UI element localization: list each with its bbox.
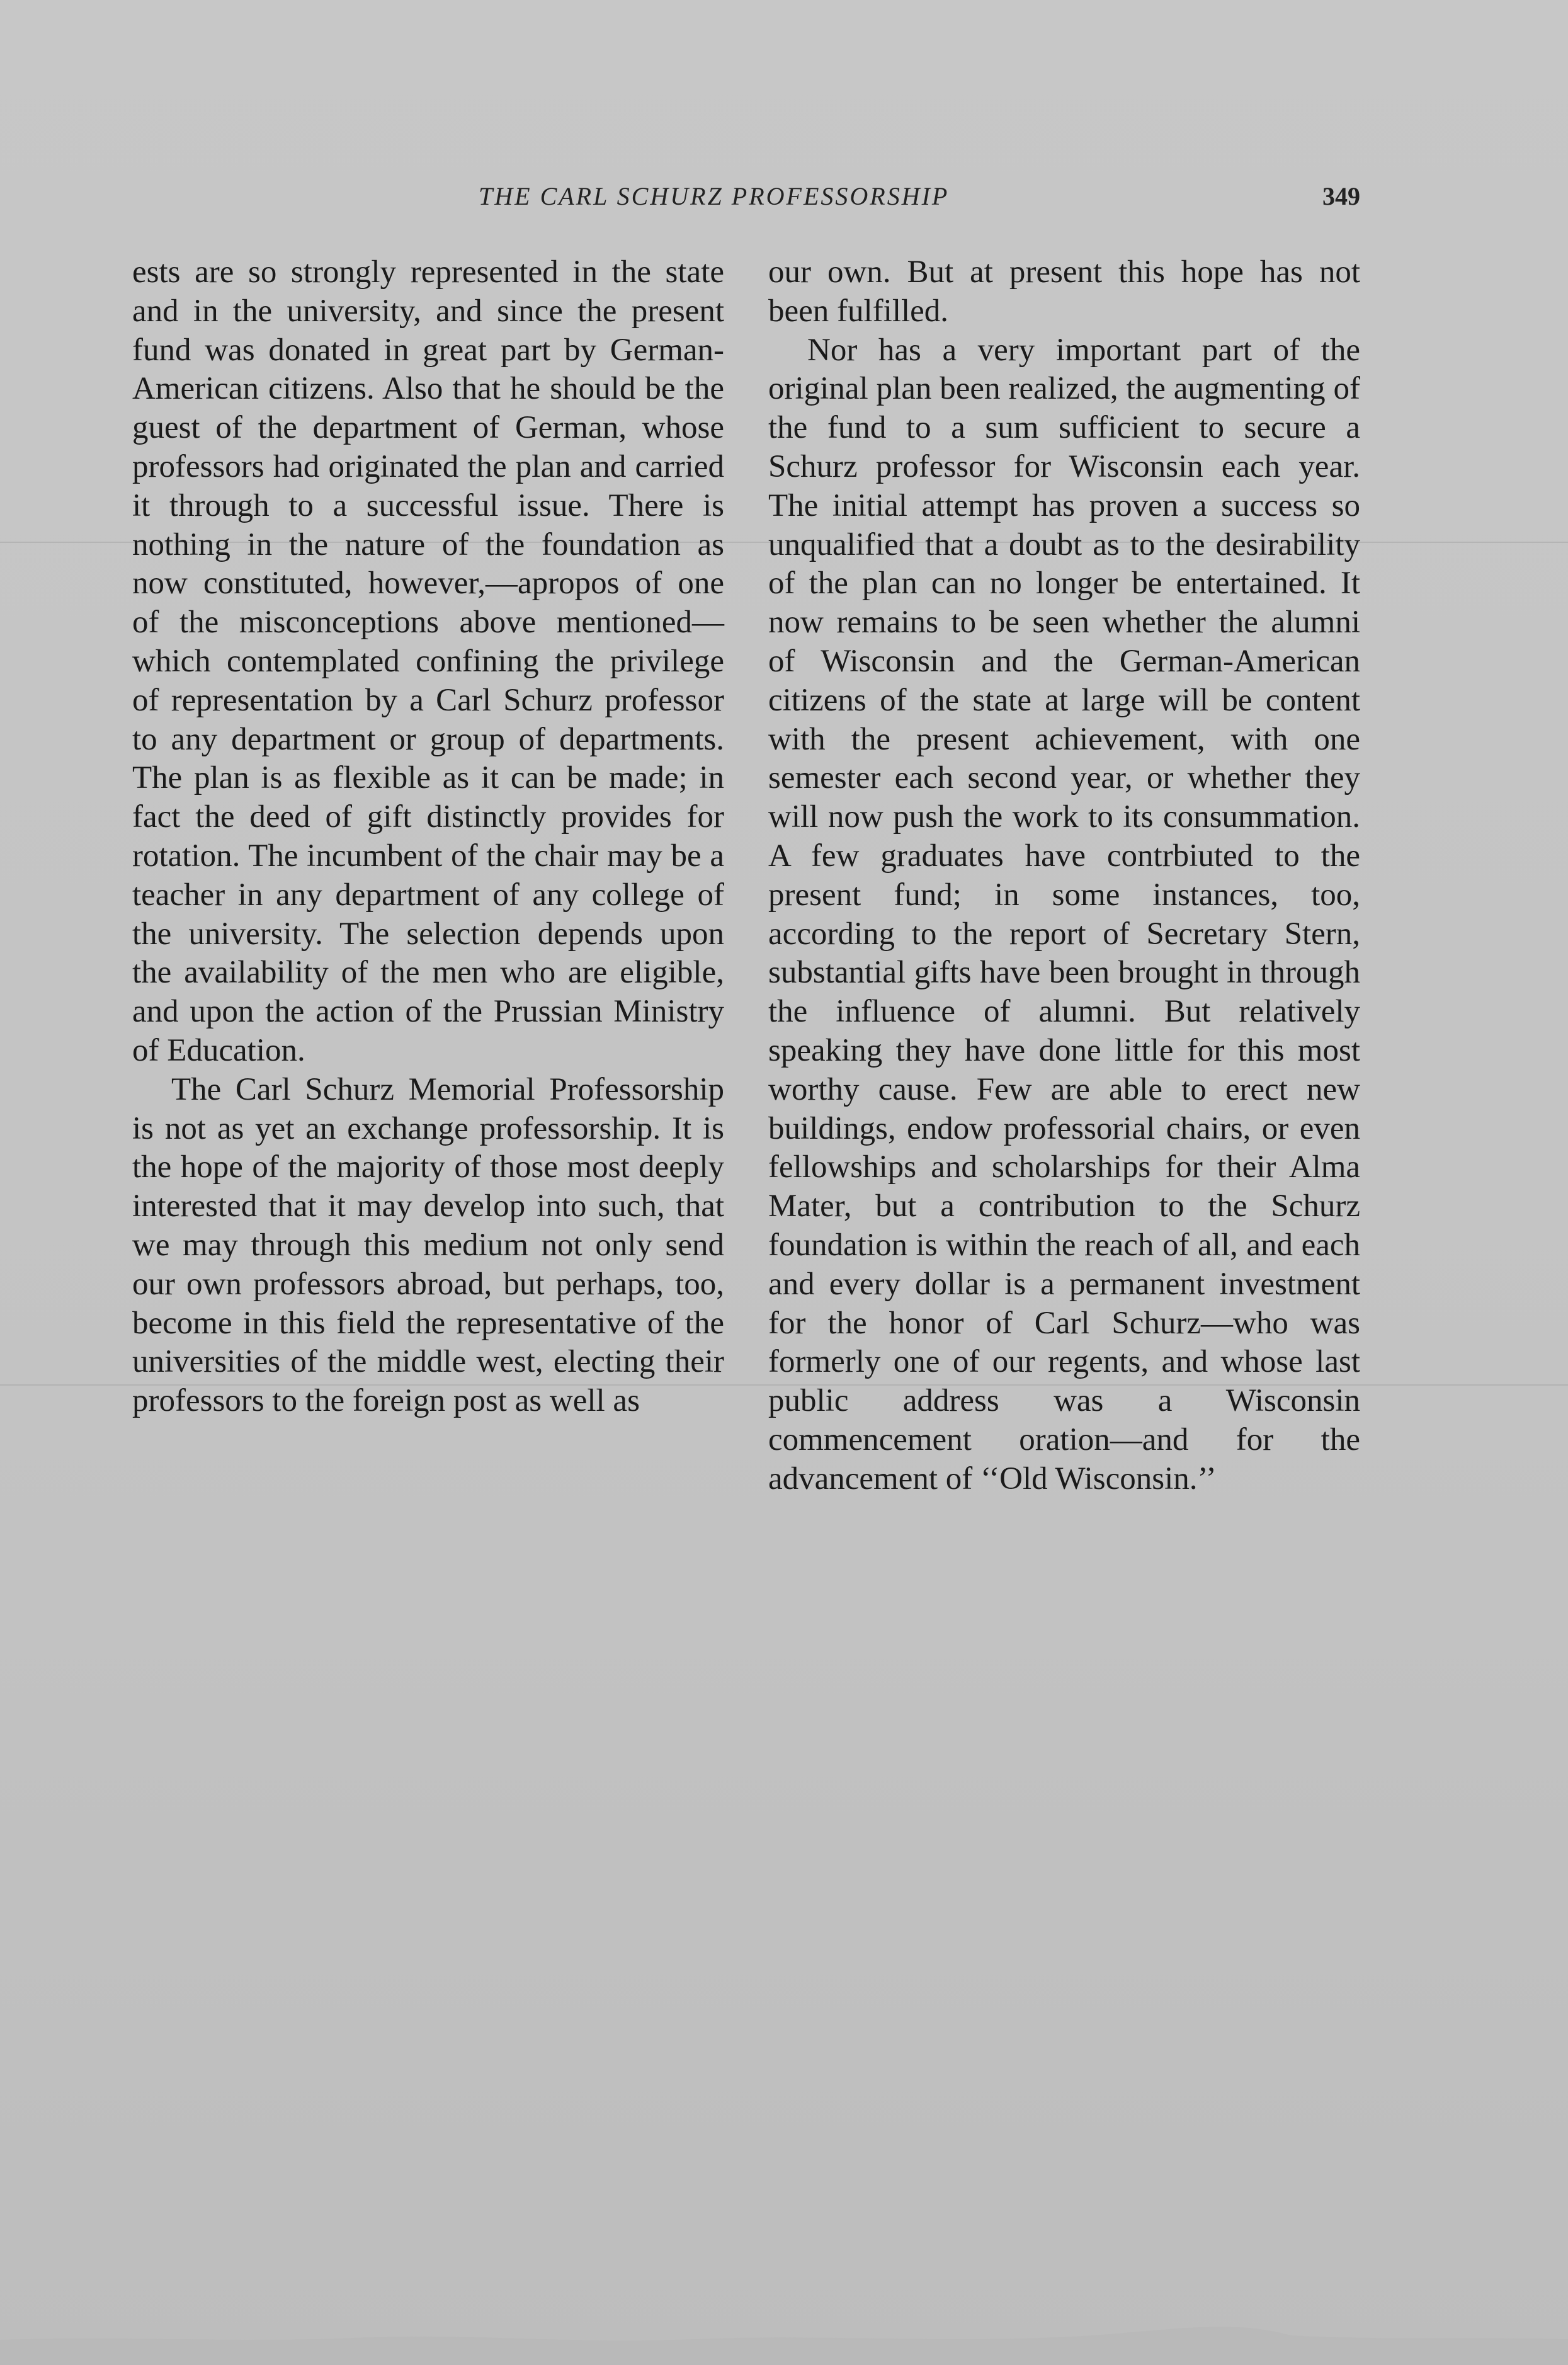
right-column (768, 253, 1360, 1499)
right-paragraph-1: our own. But at present this hope has not been fulfilled. (768, 254, 1360, 329)
torn-bottom-edge (0, 2280, 1568, 2365)
left-paragraph-1: ests are so strongly represented in the state and in the university, and since the present fund was donated in great part by German-American citizens. Also that he should be the guest of the department of German, whose professors had originated the plan and carried it through to a successful issue. There is nothing in the nature of the foundation as now constituted, however,—apropos of one of the misconceptions above mentioned—which contemplated confining the privilege of representation by a Carl Schurz professor to any department or group of departments. The plan is as flexible as it can be made; in fact the deed of gift distinctly provides for rotation. The incumbent of the chair may be a teacher in any department of any college of the university. The selection depends upon the availability of the men who are eligible, and upon the action of the Prussian Ministry of Education. (132, 254, 724, 1068)
running-title: THE CARL SCHURZ PROFESSORSHIP (479, 182, 950, 210)
page-number: 349 (1322, 182, 1360, 210)
right-paragraph-2: Nor has a very important part of the original plan been realized, the augmenting of the fund to a sum sufficient to secure a Schurz professor for Wisconsin each year. The initial attempt has proven a success so unqualified that a doubt as to the desirability of the plan can no longer be entertained. It now remains to be seen whether the alumni of Wisconsin and the German-American citizens of the state at large will be content with the present achievement, with one semester each second year, or whether they will now push the work to its consummation. A few graduates have contrbiuted to the present fund; in some instances, too, according to the report of Secretary Stern, substantial gifts have been brought in through the influence of alumni. But relatively speaking they have done little for this most worthy cause. Few are able to erect new buildings, endow professorial chairs, or even fellowships and scholarships for their Alma Mater, but a contribution to the Schurz foundation is within the reach of all, and each and every dollar is a permanent investment for the honor of Carl Schurz—who was formerly one of our regents, and whose last public address was a Wisconsin commencement oration—and for the advancement of ‘‘Old Wisconsin.’’ (768, 332, 1360, 1496)
left-column (132, 253, 724, 1421)
running-head (126, 181, 1360, 219)
left-paragraph-2: The Carl Schurz Memorial Professorship is not as yet an exchange professorship. It is the hope of the majority of those most deeply interested that it may develop into such, that we may through this medium not only send our own professors abroad, but perhaps, too, become in this field the representative of the universities of the middle west, electing their professors to the foreign post as well as (132, 1071, 724, 1419)
